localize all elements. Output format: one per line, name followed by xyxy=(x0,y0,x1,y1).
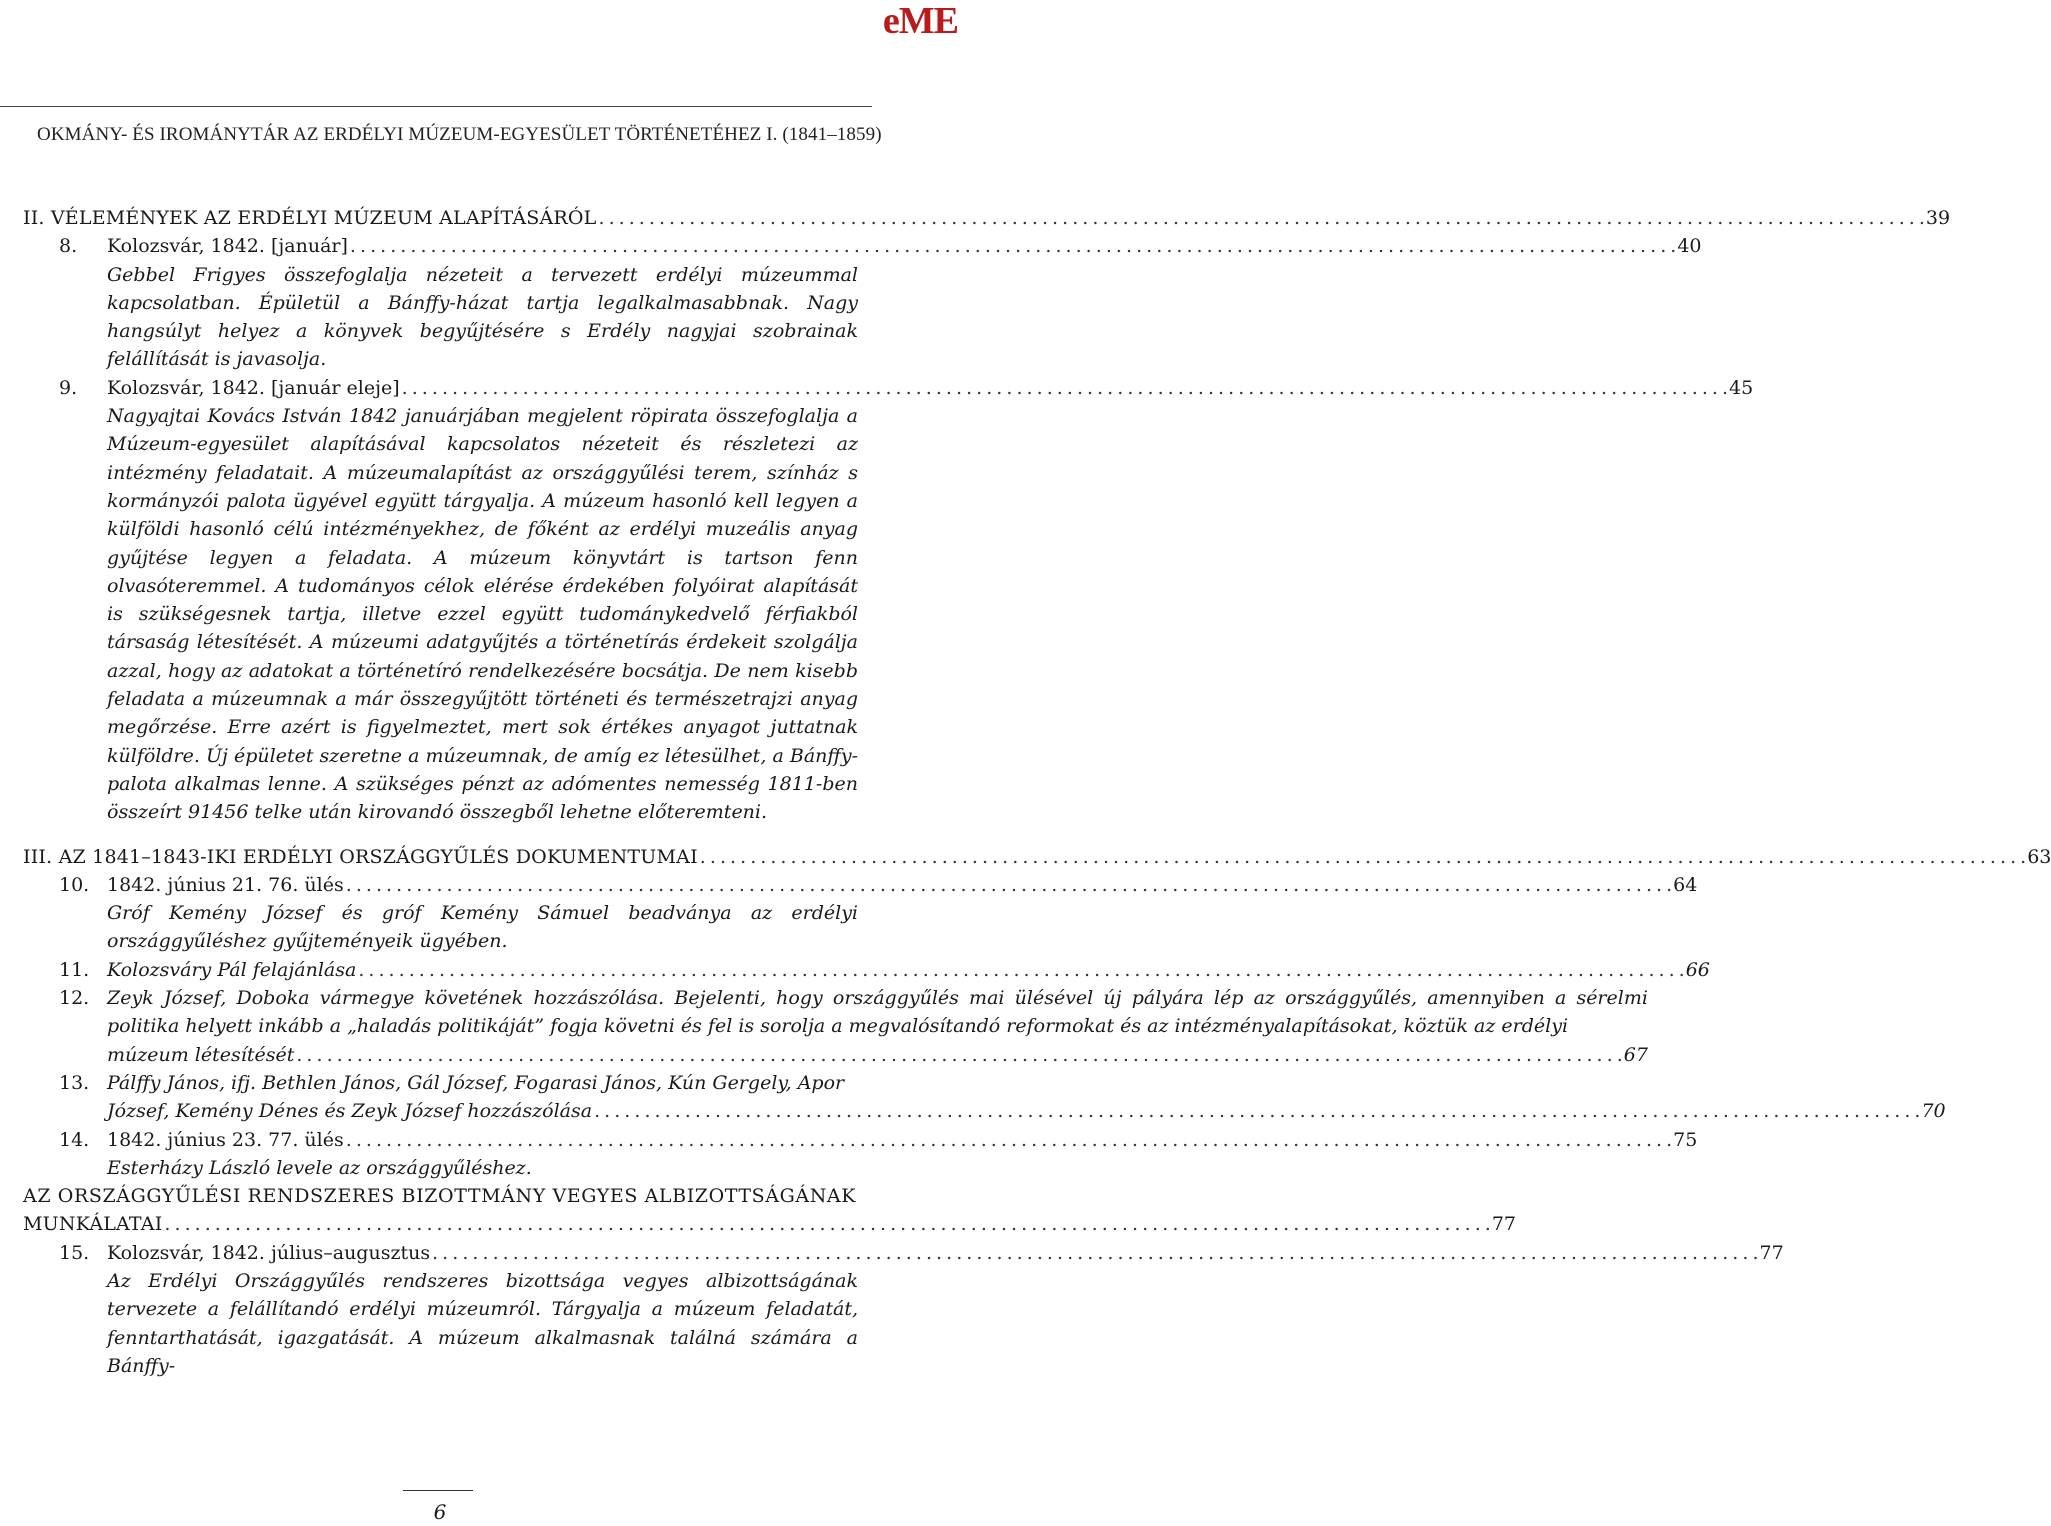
leader-dots xyxy=(358,956,1683,984)
page-number: 6 xyxy=(433,1500,447,1524)
entry-title: Kolozsvár, 1842. [január eleje] xyxy=(107,376,400,399)
subsection-title-line2: MUNKÁLATAI xyxy=(23,1213,163,1236)
toc-entry-10[interactable] xyxy=(23,871,1698,899)
footer-divider xyxy=(403,1490,473,1491)
toc-entry-11[interactable] xyxy=(23,956,1710,984)
toc-entry-9[interactable] xyxy=(23,374,1754,402)
page-ref: 66 xyxy=(1685,958,1710,981)
entry-description: Gróf Kemény József és gróf Kemény Sámuel beadványa az erdélyi országgyűléshez gyűjteményeik ügyében. xyxy=(107,902,858,953)
page-ref: 45 xyxy=(1729,376,1754,399)
entry-number: 8. xyxy=(59,235,78,258)
entry-description: Esterházy László levele az országgyűléshez. xyxy=(107,1156,532,1179)
toc-entry-13[interactable] xyxy=(23,1069,1946,1126)
entry-description: Az Erdélyi Országgyűlés rendszeres bizottsága vegyes albizottságának tervezete a felállítandó erdélyi múzeumról. Tárgyalja a múzeum feladatát, fenntarthatását, igazgatását. A múzeum alkalmasnak találná számára a Bánffy- xyxy=(107,1269,858,1377)
leader-dots xyxy=(598,204,1923,232)
page-ref: 39 xyxy=(1925,207,1951,229)
entry-title: Kolozsvár, 1842. július–augusztus xyxy=(107,1241,431,1264)
entry-number: 13. xyxy=(59,1071,90,1094)
leader-dots xyxy=(594,1097,1919,1125)
table-of-contents xyxy=(23,204,2051,1380)
entry-title-end: József, Kemény Dénes és Zeyk József hozzászólása xyxy=(107,1100,593,1123)
entry-description: Nagyajtai Kovács István 1842 januárjában megjelent röpirata összefoglalja a Múzeum-egyesület alapításával kapcsolatos nézeteit és részletezi az intézmény feladatait. A múzeumalapítást az országgyűlési terem, színház s kormányzói palota ügyével együtt tárgyalja. A múzeum hasonló kell legyen a külföldi hasonló célú intézményekhez, de főként az erdélyi muzeális anyag gyűjtése legyen a feladata. A múzeum könyvtárt is tartson fenn olvasóteremmel. A tudományos célok elérése érdekében folyóirat alapítását is szükségesnek tartja, illetve ezzel együtt tudománykedvelő férfiakból társaság létesítését. A múzeumi adatgyűjtés a történetírás érdekeit szolgálja azzal, hogy az adatokat a történetíró rendelkezésére bocsátja. De nem kisebb feladata a múzeumnak a már összegyűjtött történeti és természetrajzi anyag megőrzése. Erre azért is figyelmeztet, mert sok értékes anyagot juttatnak külföldre. Új épületet szeretne a múzeumnak, de amíg ez létesülhet, a Bánffy-palota alkalmas lenne. A szükséges pénzt az adómentes nemesség 1811-ben összeírt 91456 telke után kirovandó összegből lehetne előteremteni. xyxy=(107,405,858,824)
entry-number: 10. xyxy=(59,873,90,896)
entry-title-end: múzeum létesítését xyxy=(107,1043,295,1066)
entry-title: Kolozsváry Pál felajánlása xyxy=(107,958,357,981)
entry-description: Gebbel Frigyes összefoglalja nézeteit a tervezett erdélyi múzeummal kapcsolatban. Épületül a Bánffy-házat tartja legalkalmasabbnak. Nagy hangsúlyt helyez a könyvek begyűjtésére s Erdély nagyjai szobrainak felállítását is javasolja. xyxy=(107,263,858,371)
header-divider xyxy=(0,106,872,107)
toc-entry-12[interactable] xyxy=(23,984,1648,1069)
section-spacer xyxy=(23,827,858,843)
running-head: OKMÁNY- ÉS IROMÁNYTÁR AZ ERDÉLYI MÚZEUM-EGYESÜLET TÖRTÉNETÉHEZ I. (1841–1859) xyxy=(37,124,882,145)
entry-text: Pálffy János, ifj. Bethlen János, Gál József, Fogarasi János, Kún Gergely, Apor xyxy=(107,1071,845,1094)
toc-section-3[interactable] xyxy=(23,843,2051,871)
entry-number: 12. xyxy=(59,987,90,1010)
entry-text: Zeyk József, Doboka vármegye követének hozzászólása. Bejelenti, hogy országgyűlés mai ülésével új pályára lép az országgyűlés, amennyiben a sérelmi politika helyett inkább a „haladás politikáját” fogja követni és fel is sorolja a megvalósítandó reformokat és az intézményalapításokat, köztük az erdélyi xyxy=(107,987,1648,1038)
entry-number: 15. xyxy=(59,1241,90,1264)
entry-title: 1842. június 21. 76. ülés xyxy=(107,873,344,896)
entry-text-block xyxy=(107,984,1648,1069)
toc-section-2[interactable] xyxy=(23,204,1951,232)
toc-subsection-heading xyxy=(23,1182,858,1210)
leader-dots xyxy=(350,232,1675,260)
leader-dots xyxy=(700,843,2025,871)
page-ref: 40 xyxy=(1677,235,1702,258)
publisher-logo: eME xyxy=(882,0,958,42)
entry-text-block xyxy=(107,1069,1946,1126)
entry-number: 9. xyxy=(59,376,78,399)
leader-dots xyxy=(296,1041,1621,1069)
toc-subsection[interactable] xyxy=(23,1210,1516,1238)
toc-entry-14[interactable] xyxy=(23,1126,1698,1154)
leader-dots xyxy=(346,871,1671,899)
leader-dots xyxy=(346,1126,1671,1154)
page-ref: 67 xyxy=(1623,1043,1648,1066)
page-ref: 77 xyxy=(1491,1213,1516,1236)
entry-title: 1842. június 23. 77. ülés xyxy=(107,1128,344,1151)
page-ref: 70 xyxy=(1921,1100,1946,1123)
toc-entry-8[interactable] xyxy=(23,232,1702,260)
entry-number: 11. xyxy=(59,958,90,981)
page-ref: 64 xyxy=(1673,873,1698,896)
toc-entry-15[interactable] xyxy=(23,1239,1784,1267)
page-ref: 75 xyxy=(1673,1128,1698,1151)
section-title: II. VÉLEMÉNYEK AZ ERDÉLYI MÚZEUM ALAPÍTÁSÁRÓL xyxy=(23,207,597,229)
leader-dots xyxy=(164,1210,1489,1238)
entry-last-line xyxy=(107,1041,1648,1069)
page-ref: 63 xyxy=(2027,845,2051,868)
leader-dots xyxy=(402,374,1727,402)
page-ref: 77 xyxy=(1759,1241,1784,1264)
entry-last-line xyxy=(107,1097,1946,1125)
entry-number: 14. xyxy=(59,1128,90,1151)
section-title: III. AZ 1841–1843-IKI ERDÉLYI ORSZÁGGYŰLÉS DOKUMENTUMAI xyxy=(23,845,698,868)
entry-title: Kolozsvár, 1842. [január] xyxy=(107,235,348,258)
subsection-title-line1: AZ ORSZÁGGYŰLÉSI RENDSZERES BIZOTTMÁNY VEGYES ALBIZOTTSÁGÁNAK xyxy=(23,1185,857,1208)
leader-dots xyxy=(432,1239,1757,1267)
